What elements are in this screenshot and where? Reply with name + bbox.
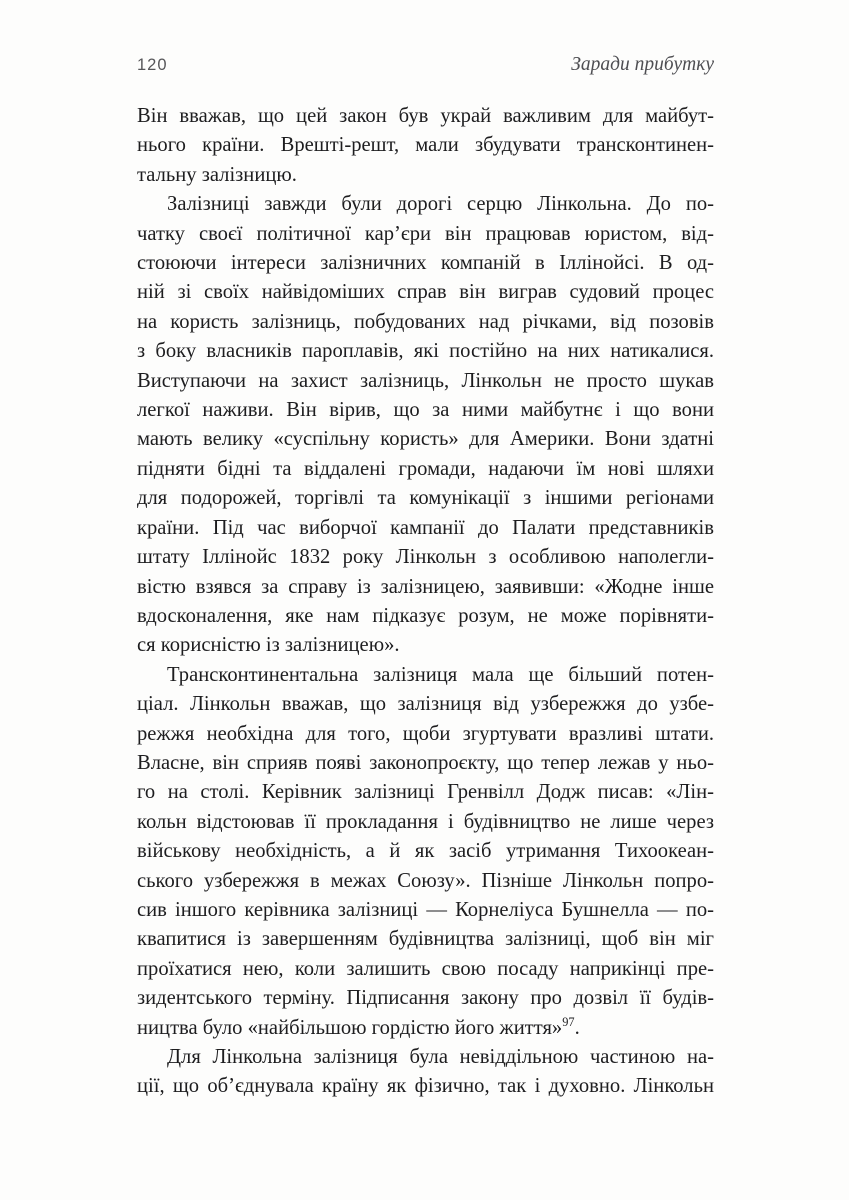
text-line: квапитися із завершенням будівництва залізниці, щоб він міг [137,928,714,951]
page-number: 120 [137,56,168,74]
text-line: режжя необхідна для того, щоби згуртувати вразливі штати. [137,722,714,745]
text-line: легкої наживи. Він вірив, що за ними майбутнє і що вони [137,399,714,422]
text-line: вдосконалення, яке нам підказує розум, не може порівняти- [137,604,714,627]
text-line: кольн відстоював її прокладання і будівництво не лише через [137,810,714,833]
text-line: ся корисністю із залізницею». [137,634,400,657]
text-line: нього країни. Врешті-решт, мали збудувати трансконтинен- [137,134,714,157]
text-line: зидентського терміну. Підписання закону про дозвіл її будів- [137,987,714,1010]
text-line: ського узбережжя в межах Союзу». Пізніше Лінкольн попро- [137,869,714,892]
text-line: ціал. Лінкольн вважав, що залізниця від узбережжя до узбе- [137,693,714,716]
body-text [137,102,714,1102]
text-line: військову необхідність, а й як засіб утримання Тихоокеан- [137,840,714,863]
text-line: сив іншого керівника залізниці — Корнеліуса Бушнелла — по- [137,898,714,921]
text-line: підняти бідні та віддалені громади, надаючи їм нові шляхи [137,457,714,480]
text-line [137,1014,714,1043]
text-line: Трансконтинентальна залізниця мала ще більший потен- [167,663,714,686]
text-segment: ництва було «найбільшою гордістю його життя» [137,1016,563,1039]
text-line: країни. Під час виборчої кампанії до Палати представників [137,516,714,539]
text-line: чатку своєї політичної кар’єри він працював юристом, від- [137,222,714,245]
text-line: стоюючи інтереси залізничних компаній в Іллінойсі. В од- [137,252,714,275]
text-line: Власне, він сприяв появі законопроєкту, що тепер лежав у ньо- [137,751,714,774]
text-line: Він вважав, що цей закон був украй важливим для майбут- [137,105,714,127]
paragraph [137,661,714,1043]
page-header [137,54,714,76]
text-line: для подорожей, торгівлі та комунікації з іншими регіонами [137,487,714,510]
running-title: Заради прибутку [571,54,714,75]
text-line: Для Лінкольна залізниця була невіддільною частиною на- [167,1046,714,1068]
paragraph [137,1043,714,1102]
text-line: штату Іллінойс 1832 року Лінкольн з особливою наполегли- [137,546,714,569]
text-line: Залізниці завжди були дорогі серцю Лінкольна. До по- [167,193,714,216]
paragraph [137,190,714,661]
text-line: го на столі. Керівник залізниці Гренвілл Додж писав: «Лін- [137,781,714,804]
text-line: ній зі своїх найвідоміших справ він виграв судовий процес [137,281,714,304]
footnote-reference: 97 [562,1014,575,1029]
text-line: вістю взявся за справу із залізницею, заявивши: «Жодне інше [137,575,714,598]
text-line: Виступаючи на захист залізниць, Лінкольн не просто шукав [137,369,714,392]
text-line: на користь залізниць, побудованих над річками, від позовів [137,310,714,333]
text-line: тальну залізницю. [137,163,297,186]
text-line: мають велику «суспільну користь» для Америки. Вони здатні [137,428,714,451]
paragraph [137,102,714,190]
text-line: з боку власників пароплавів, які постійно на них натикалися. [137,340,714,363]
text-line: проїхатися нею, коли залишить свою посаду наприкінці пре- [137,957,714,980]
text-line: ції, що об’єднувала країну як фізично, так і духовно. Лінкольн [137,1075,714,1098]
text-segment: . [574,1016,580,1039]
